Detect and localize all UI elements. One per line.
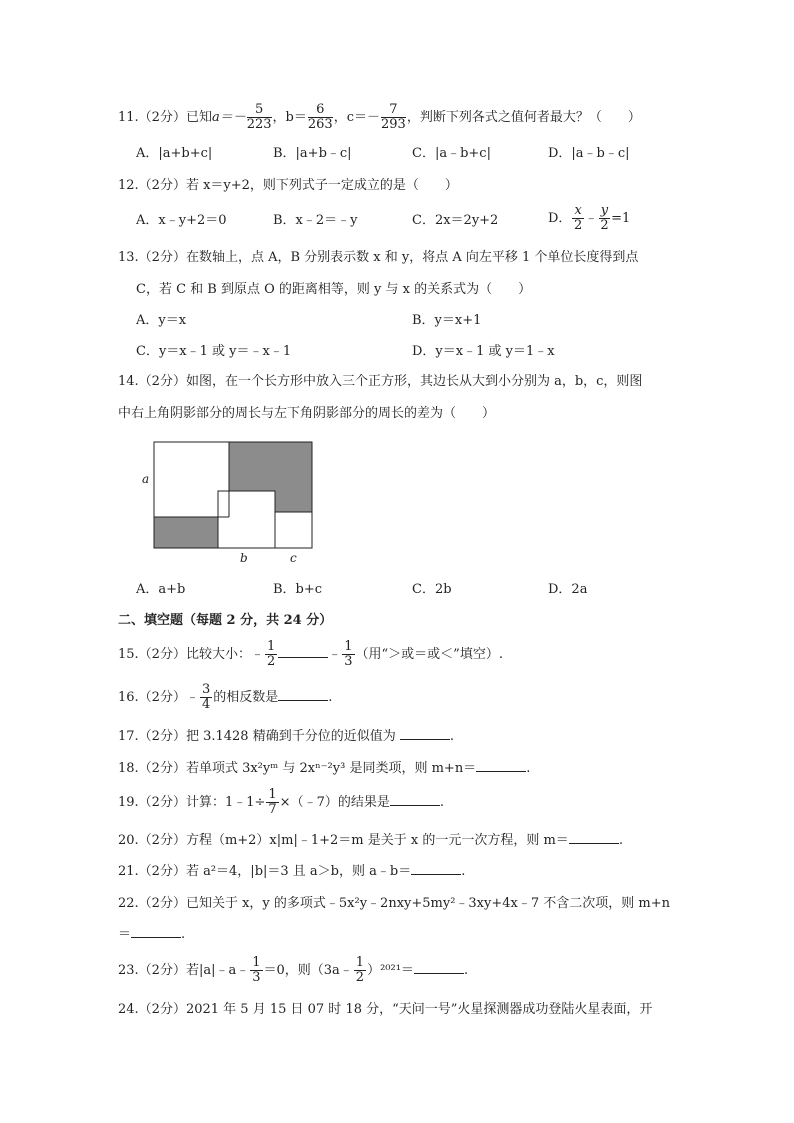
question-24: 24.（2分）2021 年 5 月 15 日 07 时 18 分，“天问一号”火星探测器成功登陆火星表面，开 bbox=[118, 1002, 653, 1017]
q15-answer-blank[interactable] bbox=[278, 645, 328, 658]
q12-d-tail: =1 bbox=[611, 211, 631, 226]
q14-option-c[interactable]: C．2b bbox=[412, 582, 452, 597]
q22-line2-lead: ＝ bbox=[118, 927, 132, 942]
q12-d-fraction-1 bbox=[572, 204, 583, 233]
question-16 bbox=[118, 683, 332, 712]
q19-lead: 19.（2分）计算：1﹣1÷ bbox=[118, 795, 266, 810]
q16-lead: 16.（2分）﹣ bbox=[118, 690, 199, 705]
q15-fraction-1 bbox=[265, 640, 277, 669]
q21-answer-blank[interactable] bbox=[411, 862, 461, 875]
q17-answer-blank[interactable] bbox=[400, 727, 450, 740]
question-21 bbox=[118, 862, 465, 882]
question-14-line-1: 14.（2分）如图，在一个长方形中放入三个正方形，其边长从大到小分别为 a，b，c，则图 bbox=[118, 374, 643, 389]
q21-end: . bbox=[461, 864, 466, 879]
q11-b-den: 263 bbox=[307, 117, 333, 132]
q16-tail: 的相反数是 bbox=[213, 690, 279, 705]
q13-option-a[interactable]: A．y＝x bbox=[136, 313, 187, 328]
q15-tail: （用“＞或＝或＜”填空）. bbox=[355, 647, 503, 662]
shaded-bottom-left bbox=[154, 517, 218, 548]
q19-end: . bbox=[439, 795, 444, 810]
q11-option-d[interactable]: D．|a﹣b﹣c| bbox=[548, 146, 630, 161]
q11-lead: 11.（2分）已知 bbox=[118, 110, 212, 125]
q16-f-den: 4 bbox=[201, 697, 211, 712]
q18-end: . bbox=[526, 761, 531, 776]
q11-c-num: 7 bbox=[381, 103, 406, 118]
question-19 bbox=[118, 788, 444, 817]
q16-fraction bbox=[200, 683, 212, 712]
q11-b-lhs: ，b＝ bbox=[272, 110, 307, 125]
q12-option-b[interactable]: B．x﹣2＝﹣y bbox=[273, 213, 358, 228]
q23-end: . bbox=[463, 963, 469, 978]
q12-option-d[interactable] bbox=[548, 204, 630, 233]
question-14-line-2: 中右上角阴影部分的周长与左下角阴影部分的周长的差为（ ） bbox=[118, 406, 496, 421]
q20-end: . bbox=[618, 833, 623, 848]
q23-f2-den: 2 bbox=[355, 970, 365, 985]
question-17 bbox=[118, 727, 454, 747]
q20-answer-blank[interactable] bbox=[569, 831, 619, 844]
q11-a-fraction bbox=[247, 103, 272, 132]
q15-f2-num: 1 bbox=[344, 639, 353, 654]
q11-b-fraction bbox=[308, 103, 333, 132]
q11-option-a[interactable]: A．|a+b+c| bbox=[136, 146, 213, 161]
q16-end: . bbox=[328, 690, 333, 705]
question-22-line-2 bbox=[118, 925, 185, 945]
q23-lead: 23.（2分）若|a|﹣a﹣ bbox=[118, 963, 250, 978]
label-c: c bbox=[290, 551, 297, 565]
q23-fraction-2 bbox=[354, 956, 366, 985]
q11-b-num: 6 bbox=[308, 103, 333, 118]
question-20 bbox=[118, 831, 623, 851]
q14-option-b[interactable]: B．b+c bbox=[273, 582, 323, 597]
q11-a-den: 223 bbox=[246, 117, 272, 132]
q12-d-fraction-2 bbox=[599, 204, 610, 233]
question-11 bbox=[118, 103, 641, 132]
square-c bbox=[275, 512, 312, 548]
q11-a-num: 5 bbox=[247, 103, 272, 118]
q19-fraction bbox=[266, 788, 278, 817]
q13-option-b[interactable]: B．y＝x+1 bbox=[412, 313, 482, 328]
q19-answer-blank[interactable] bbox=[390, 793, 440, 806]
question-18 bbox=[118, 759, 530, 779]
question-15 bbox=[118, 640, 503, 669]
q23-mid: ＝0，则（3a﹣ bbox=[263, 963, 353, 978]
q12-d-label: D． bbox=[548, 211, 572, 226]
q15-lead: 15.（2分）比较大小：﹣ bbox=[118, 647, 264, 662]
q12-d-f2-den: 2 bbox=[600, 218, 609, 233]
q16-f-num: 3 bbox=[201, 682, 211, 697]
q12-d-minus: ﹣ bbox=[584, 211, 598, 226]
q15-mid: ﹣ bbox=[328, 647, 342, 662]
section-2-title: 二、填空题（每题 2 分，共 24 分） bbox=[118, 613, 333, 628]
rectangle-squares-figure bbox=[138, 436, 323, 566]
question-12: 12.（2分）若 x＝y+2，则下列式子一定成立的是（ ） bbox=[118, 178, 458, 193]
q11-c-fraction bbox=[381, 103, 406, 132]
q12-option-a[interactable]: A．x﹣y+2＝0 bbox=[136, 213, 227, 228]
q12-d-f1-num: x bbox=[574, 203, 582, 218]
q11-a-lhs: a＝－ bbox=[211, 110, 246, 125]
q17-text: 17.（2分）把 3.1428 精确到千分位的近似值为 bbox=[118, 729, 396, 744]
q15-f2-den: 3 bbox=[344, 654, 353, 669]
q19-f-num: 1 bbox=[268, 787, 277, 802]
square-b bbox=[218, 491, 275, 548]
q11-c-den: 293 bbox=[380, 117, 406, 132]
q21-text: 21.（2分）若 a²＝4，|b|＝3 且 a＞b，则 a﹣b＝ bbox=[118, 864, 412, 879]
q13-option-c[interactable]: C．y＝x﹣1 或 y＝﹣x﹣1 bbox=[136, 344, 292, 359]
q15-f1-num: 1 bbox=[266, 639, 276, 654]
q23-fraction-1 bbox=[250, 956, 262, 985]
q22-end: . bbox=[181, 927, 186, 942]
q14-option-d[interactable]: D．2a bbox=[548, 582, 588, 597]
label-b: b bbox=[240, 551, 248, 565]
q12-d-f1-den: 2 bbox=[573, 218, 583, 233]
q12-option-c[interactable]: C．2x＝2y+2 bbox=[412, 213, 499, 228]
q15-f1-den: 2 bbox=[266, 654, 276, 669]
q19-f-den: 7 bbox=[268, 802, 277, 817]
q22-answer-blank[interactable] bbox=[131, 925, 181, 938]
q23-tail: ）²⁰²¹＝ bbox=[367, 963, 414, 978]
q11-tail: ，判断下列各式之值何者最大？（ ） bbox=[406, 110, 641, 125]
q17-end: . bbox=[449, 729, 454, 744]
q18-answer-blank[interactable] bbox=[476, 759, 526, 772]
q11-c-lhs: ，c＝－ bbox=[333, 110, 380, 125]
question-23 bbox=[118, 956, 468, 985]
q11-option-c[interactable]: C．|a﹣b+c| bbox=[412, 146, 491, 161]
label-a: a bbox=[142, 472, 150, 486]
q19-tail: ×（﹣7）的结果是 bbox=[279, 795, 390, 810]
q14-option-a[interactable]: A．a+b bbox=[136, 582, 186, 597]
q15-fraction-2 bbox=[342, 640, 354, 669]
q18-text: 18.（2分）若单项式 3x²yᵐ 与 2xⁿ⁻²y³ 是同类项，则 m+n＝ bbox=[118, 761, 477, 776]
question-13-line-1: 13.（2分）在数轴上，点 A，B 分别表示数 x 和 y，将点 A 向左平移 1 个单位长度得到点 bbox=[118, 250, 639, 265]
q16-answer-blank[interactable] bbox=[278, 688, 328, 701]
q11-option-b[interactable]: B．|a+b﹣c| bbox=[273, 146, 352, 161]
q23-f1-num: 1 bbox=[252, 955, 261, 970]
q12-d-f2-num: y bbox=[600, 203, 609, 218]
q20-text: 20.（2分）方程（m+2）x|m|﹣1+2＝m 是关于 x 的一元一次方程，则 m＝ bbox=[118, 833, 569, 848]
question-22-line-1: 22.（2分）已知关于 x，y 的多项式﹣5x²y﹣2nxy+5my²﹣3xy+4x﹣7 不含二次项，则 m+n bbox=[118, 896, 670, 911]
q23-f1-den: 3 bbox=[252, 970, 261, 985]
q23-f2-num: 1 bbox=[355, 955, 365, 970]
question-13-line-2: C，若 C 和 B 到原点 O 的距离相等，则 y 与 x 的关系式为（ ） bbox=[136, 282, 532, 297]
q13-option-d[interactable]: D．y＝x﹣1 或 y＝1﹣x bbox=[412, 344, 555, 359]
q23-answer-blank[interactable] bbox=[414, 961, 464, 974]
